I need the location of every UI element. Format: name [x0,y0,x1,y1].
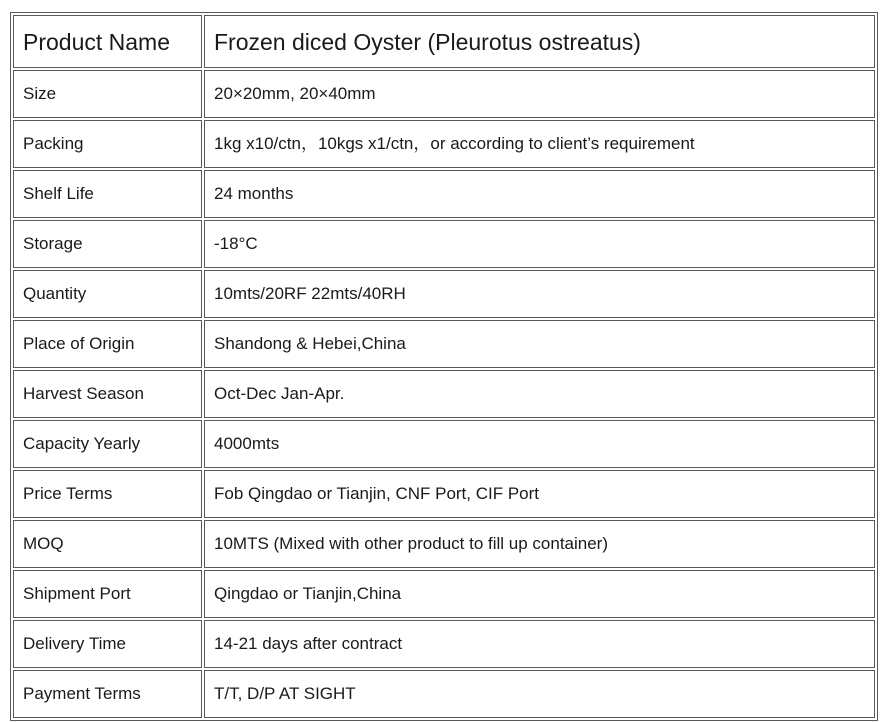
spec-label-cell: Storage [13,220,202,268]
spec-label-cell: Shipment Port [13,570,202,618]
header-label-cell: Product Name [13,15,202,68]
table-row [13,470,875,518]
table-row [13,670,875,718]
spec-table-body [13,15,875,718]
spec-value-cell: -18°C [204,220,875,268]
spec-value-cell: 10mts/20RF 22mts/40RH [204,270,875,318]
spec-value-cell: 1kg x10/ctn，10kgs x1/ctn，or according to client’s requirement [204,120,875,168]
product-spec-table [10,12,878,721]
spec-value-cell: 4000mts [204,420,875,468]
table-row [13,320,875,368]
table-row [13,570,875,618]
spec-value-cell: 14-21 days after contract [204,620,875,668]
spec-value-cell: Oct-Dec Jan-Apr. [204,370,875,418]
spec-label-cell: Harvest Season [13,370,202,418]
spec-value-cell: 10MTS (Mixed with other product to fill up container) [204,520,875,568]
spec-label-cell: Place of Origin [13,320,202,368]
spec-label-cell: Packing [13,120,202,168]
spec-label-cell: Delivery Time [13,620,202,668]
spec-value-cell: 20×20mm, 20×40mm [204,70,875,118]
spec-value-cell: Fob Qingdao or Tianjin, CNF Port, CIF Port [204,470,875,518]
spec-label-cell: MOQ [13,520,202,568]
spec-value-cell: Shandong & Hebei,China [204,320,875,368]
spec-value-cell: 24 months [204,170,875,218]
table-row [13,520,875,568]
spec-label-cell: Capacity Yearly [13,420,202,468]
spec-label-cell: Payment Terms [13,670,202,718]
table-row [13,270,875,318]
spec-label-cell: Price Terms [13,470,202,518]
table-row [13,620,875,668]
spec-label-cell: Quantity [13,270,202,318]
table-row [13,370,875,418]
table-header-row [13,15,875,68]
spec-value-cell: T/T, D/P AT SIGHT [204,670,875,718]
spec-label-cell: Shelf Life [13,170,202,218]
spec-value-cell: Qingdao or Tianjin,China [204,570,875,618]
table-row [13,220,875,268]
table-row [13,70,875,118]
spec-label-cell: Size [13,70,202,118]
header-value-cell: Frozen diced Oyster (Pleurotus ostreatus) [204,15,875,68]
table-row [13,420,875,468]
table-row [13,170,875,218]
table-row [13,120,875,168]
